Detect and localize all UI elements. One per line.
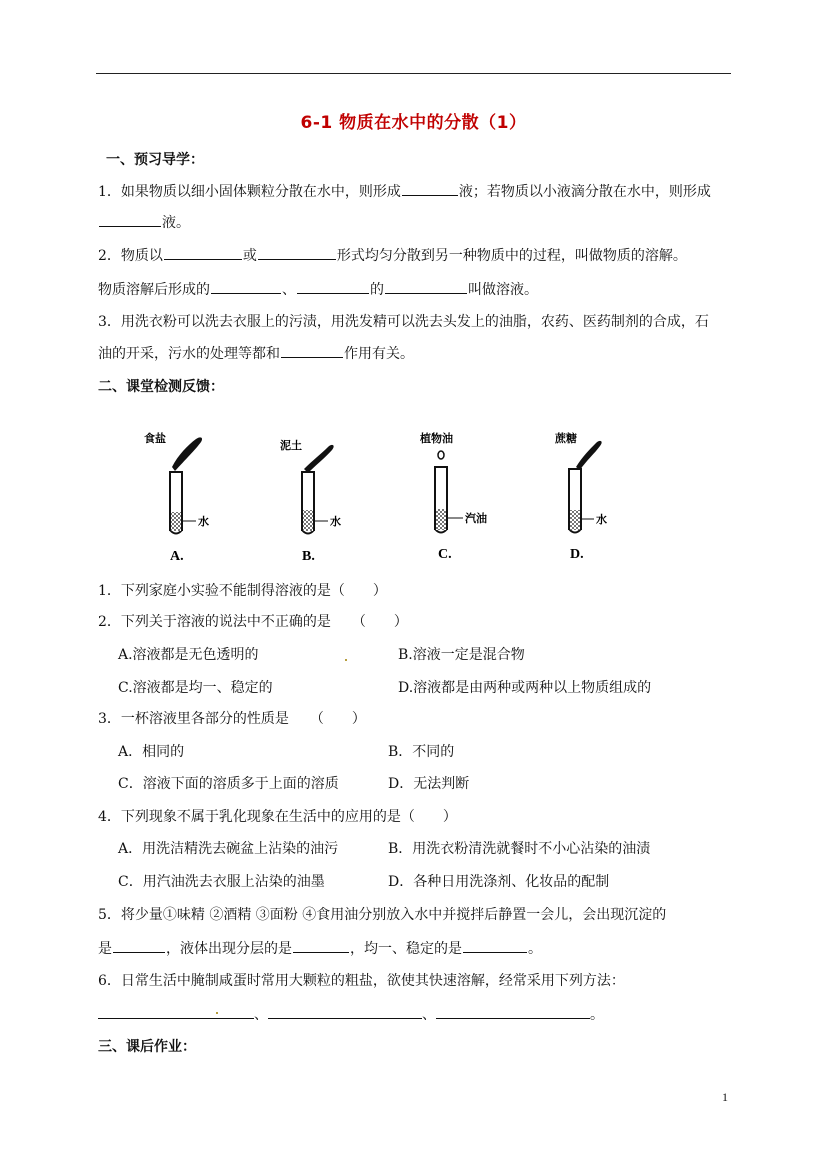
spoon-icon [172, 437, 202, 471]
check-q3-option-b: B．不同的 [388, 744, 455, 760]
section-heading-preview: 一、预习导学： [106, 152, 204, 168]
tube-b [280, 438, 341, 564]
blank [402, 182, 458, 196]
preview-q1-line2: 液。 [98, 213, 190, 232]
tube-c-liquid [436, 509, 446, 530]
preview-q2-line2: 物质溶解后形成的 、 的 叫做溶液。 [98, 282, 538, 298]
tube-d-liquid [570, 510, 580, 530]
check-q2-option-b: B.溶液一定是混合物 [398, 647, 525, 663]
check-q3-option-d: D．无法判断 [388, 776, 470, 792]
check-q2-option-d: D.溶液都是由两种或两种以上物质组成的 [398, 680, 652, 696]
blank [211, 280, 281, 294]
page-number: 1 [722, 1090, 728, 1104]
blank [281, 344, 343, 358]
test-tube-figure [130, 425, 630, 570]
blank [297, 280, 369, 294]
check-q3-option-c: C．溶液下面的溶质多于上面的溶质 [118, 776, 339, 792]
tube-d-top-label: 蔗糖 [555, 432, 577, 445]
preview-q2-line1: 2．物质以 或 形式均匀分散到另一种物质中的过程，叫做物质的溶解。 [98, 248, 687, 264]
tube-a-side-label: 水 [198, 515, 209, 528]
check-q3: 3．一杯溶液里各部分的性质是 （ ） [98, 711, 366, 727]
tube-b-side-label: 水 [330, 515, 341, 528]
tube-c-letter: C. [438, 547, 452, 562]
blank [385, 280, 467, 294]
tube-b-top-label: 泥土 [280, 439, 302, 452]
check-q4-option-b: B．用洗衣粉清洗就餐时不小心沾染的油渍 [388, 841, 651, 857]
tube-a-liquid [171, 512, 181, 531]
spoon-icon [304, 445, 334, 473]
section-heading-check: 二、课堂检测反馈： [98, 379, 224, 395]
check-q6-line2: 、 、 。 [98, 1005, 604, 1024]
page-title: 6-1 物质在水中的分散（1） [300, 113, 527, 133]
check-q2: 2．下列关于溶液的说法中不正确的是 （ ） [98, 614, 408, 630]
blank [293, 939, 349, 953]
tube-b-liquid [303, 510, 313, 531]
check-q4: 4．下列现象不属于乳化现象在生活中的应用的是（ ） [98, 809, 457, 825]
blank [98, 1005, 254, 1019]
tube-c-side-label: 汽油 [465, 512, 487, 525]
check-q2-option-c: C.溶液都是均一、稳定的 [118, 680, 273, 696]
tube-a [144, 431, 209, 564]
tube-b-letter: B. [302, 549, 315, 564]
check-q1: 1．下列家庭小实验不能制得溶液的是（ ） [98, 583, 387, 599]
blank [99, 213, 161, 227]
header-rule [96, 73, 731, 74]
check-q5-line2: 是 ，液体出现分层的是 ，均一、稳定的是 。 [98, 941, 542, 957]
tube-a-top-label: 食盐 [144, 432, 166, 445]
check-q4-option-d: D．各种日用洗涤剂、化妆品的配制 [388, 874, 610, 890]
check-q2-option-a: A.溶液都是无色透明的 [118, 647, 259, 663]
check-q3-option-a: A．相同的 [118, 744, 185, 760]
check-q6-line1: 6．日常生活中腌制咸蛋时常用大颗粒的粗盐，欲使其快速溶解，经常采用下列方法： [98, 973, 625, 989]
check-q4-option-c: C．用汽油洗去衣服上沾染的油墨 [118, 874, 325, 890]
tube-c [420, 431, 487, 562]
oil-drop-icon [438, 451, 444, 459]
tube-a-letter: A. [170, 549, 184, 564]
tube-d [555, 431, 607, 562]
preview-q3-line1: 3．用洗衣粉可以洗去衣服上的污渍，用洗发精可以洗去头发上的油脂，农药、医药制剂的合成，石 [98, 314, 709, 330]
preview-q1-line1: 1．如果物质以细小固体颗粒分散在水中，则形成 液；若物质以小液滴分散在水中，则形成 [98, 184, 711, 200]
blank [164, 246, 242, 260]
tube-d-side-label: 水 [596, 513, 607, 526]
spoon-icon [576, 441, 602, 470]
tube-d-letter: D. [570, 547, 584, 562]
tube-c-top-label: 植物油 [420, 432, 453, 445]
blank [258, 246, 336, 260]
section-heading-homework: 三、课后作业： [98, 1039, 196, 1055]
blank [463, 939, 527, 953]
preview-q3-line2: 油的开采，污水的处理等都和 作用有关。 [98, 346, 414, 362]
check-q5-line1: 5．将少量①味精 ②酒精 ③面粉 ④食用油分别放入水中并搅拌后静置一会儿，会出现沉淀的 [98, 907, 667, 923]
check-q4-option-a: A．用洗洁精洗去碗盆上沾染的油污 [118, 841, 339, 857]
blank [113, 939, 165, 953]
blank [436, 1005, 590, 1019]
blank [268, 1005, 422, 1019]
